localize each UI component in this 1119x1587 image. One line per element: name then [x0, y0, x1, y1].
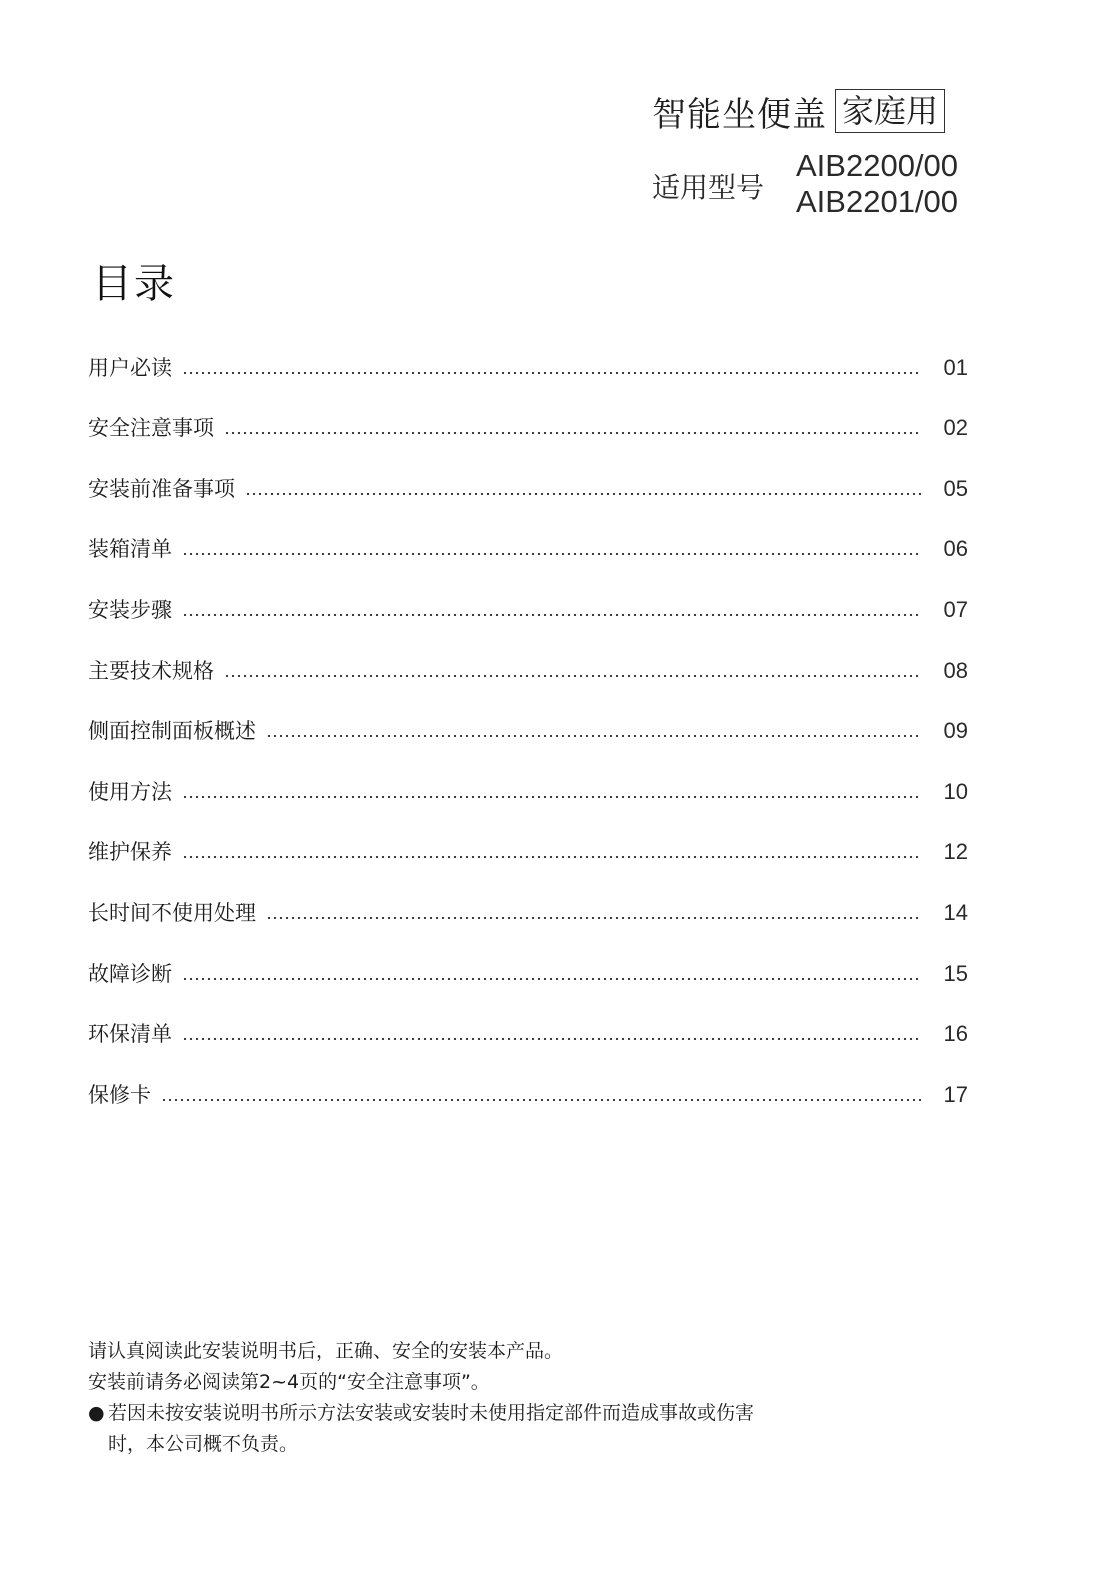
toc-item-page: 12 [943, 839, 968, 865]
toc-item[interactable] [88, 446, 968, 507]
toc-item-label: 故障诊断 [88, 961, 172, 986]
model-number: AIB2200/00 [796, 148, 959, 183]
disclaimer-text: 若因未按安装说明书所示方法安装或安装时未使用指定部件而造成事故或伤害时，本公司概不负责。 [108, 1402, 755, 1455]
toc-item[interactable] [88, 386, 968, 447]
toc-item-label: 安全注意事项 [88, 416, 214, 441]
toc-leader-dots [182, 978, 922, 980]
toc-item[interactable] [88, 992, 968, 1053]
toc-leader-dots [182, 372, 922, 374]
toc-item-page: 05 [943, 475, 968, 501]
toc-leader-dots [224, 432, 922, 434]
toc-item[interactable] [88, 810, 968, 871]
toc-item-label: 安装前准备事项 [88, 476, 235, 501]
toc-item[interactable] [88, 689, 968, 750]
toc-item-label: 环保清单 [88, 1022, 172, 1047]
toc-item-label: 保修卡 [88, 1082, 151, 1107]
toc-item[interactable] [88, 567, 968, 628]
toc-leader-dots [245, 493, 922, 495]
toc-item-page: 01 [943, 354, 968, 380]
toc-item[interactable] [88, 628, 968, 689]
toc-leader-dots [224, 675, 922, 677]
title-row [652, 86, 972, 136]
toc-item-label: 长时间不使用处理 [88, 900, 256, 925]
product-title: 智能坐便盖 [652, 94, 827, 135]
toc-item[interactable] [88, 870, 968, 931]
toc-item-page: 15 [943, 960, 968, 986]
toc-leader-dots [182, 1038, 922, 1040]
toc-item[interactable] [88, 1052, 968, 1113]
toc-leader-dots [182, 614, 922, 616]
toc-item-page: 17 [943, 1081, 968, 1107]
toc-leader-dots [182, 856, 922, 858]
toc-leader-dots [182, 553, 922, 555]
toc-item-label: 维护保养 [88, 840, 172, 865]
toc-item[interactable] [88, 507, 968, 568]
toc-item[interactable] [88, 749, 968, 810]
toc-item-label: 使用方法 [88, 779, 172, 804]
toc-item-page: 02 [943, 415, 968, 441]
toc-item-label: 侧面控制面板概述 [88, 719, 256, 744]
disclaimer-note [88, 1398, 848, 1460]
toc-item-label: 安装步骤 [88, 597, 172, 622]
bullet-icon: ● [88, 1402, 105, 1424]
toc-item-label: 装箱清单 [88, 537, 172, 562]
toc-item-page: 14 [943, 899, 968, 925]
reading-notes [88, 1336, 848, 1460]
toc-heading: 目录 [92, 261, 176, 307]
toc-leader-dots [266, 917, 922, 919]
toc-leader-dots [266, 735, 922, 737]
usage-badge: 家庭用 [835, 89, 945, 133]
model-row [652, 148, 972, 218]
document-header [652, 86, 972, 218]
toc-item[interactable] [88, 325, 968, 386]
model-number: AIB2201/00 [796, 184, 959, 219]
toc-item-label: 用户必读 [88, 355, 172, 380]
toc-item-page: 06 [943, 536, 968, 562]
toc-item-page: 09 [943, 718, 968, 744]
toc-item-label: 主要技术规格 [88, 658, 214, 683]
table-of-contents [88, 325, 968, 1113]
toc-item-page: 07 [943, 596, 968, 622]
toc-item-page: 16 [943, 1021, 968, 1047]
toc-leader-dots [161, 1099, 922, 1101]
toc-item-page: 10 [943, 778, 968, 804]
note-line: 安装前请务必阅读第2~4页的“安全注意事项”。 [88, 1371, 490, 1393]
toc-leader-dots [182, 796, 922, 798]
toc-item[interactable] [88, 931, 968, 992]
model-label: 适用型号 [652, 171, 765, 204]
toc-item-page: 08 [943, 657, 968, 683]
model-list [796, 148, 958, 220]
note-line: 请认真阅读此安装说明书后，正确、安全的安装本产品。 [88, 1340, 564, 1362]
